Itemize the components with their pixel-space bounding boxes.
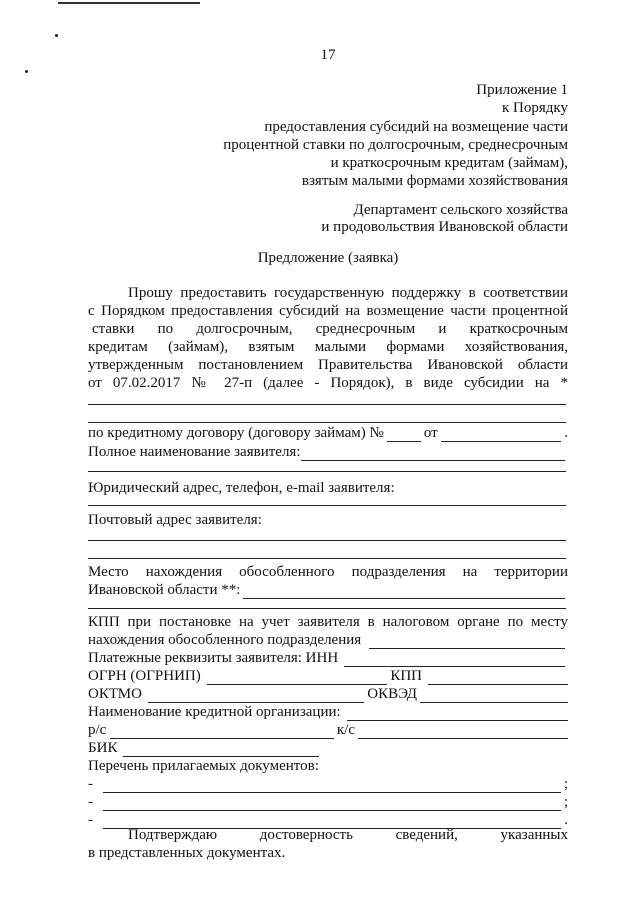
postal-address-label: Почтовый адрес заявителя: xyxy=(88,512,262,528)
legal-address-label: Юридический адрес, телефон, e-mail заявителя: xyxy=(88,480,395,496)
location-field-continued[interactable] xyxy=(88,608,566,609)
paragraph-line: Прошу предоставить государственную поддержку в соответствии xyxy=(128,285,568,301)
loan-number-field[interactable] xyxy=(387,427,421,442)
location-field[interactable] xyxy=(243,584,565,599)
kpp-unit-row xyxy=(88,631,568,649)
doc-item xyxy=(88,793,568,811)
kpp-unit-field[interactable] xyxy=(369,634,565,649)
ogrn-field[interactable] xyxy=(207,670,388,685)
header-line: предоставления субсидий на возмещение части xyxy=(264,119,568,135)
period: . xyxy=(564,425,568,441)
paragraph-line: утвержденным постановлением Правительства Ивановской области xyxy=(88,357,568,373)
ks-field[interactable] xyxy=(358,724,568,739)
location-label-2: Ивановской области **: xyxy=(88,582,241,598)
loan-agreement-row xyxy=(88,424,568,442)
header-line: процентной ставки по долгосрочным, среднесрочным xyxy=(223,137,568,153)
okved-label: ОКВЭД xyxy=(367,686,417,702)
docs-label: Перечень прилагаемых документов: xyxy=(88,758,319,774)
header-line: взятым малыми формами хозяйствования xyxy=(301,173,568,189)
subsidy-purpose-field[interactable] xyxy=(88,422,566,423)
paragraph-line: ставки по долгосрочным, среднесрочным и краткосрочным xyxy=(92,321,568,337)
addressee-line: Департамент сельского хозяйства xyxy=(353,202,568,218)
dash: - xyxy=(88,776,93,792)
scan-artifact-dot xyxy=(55,34,58,37)
oktmo-okved-row xyxy=(88,685,568,703)
okved-field[interactable] xyxy=(420,688,568,703)
doc-field[interactable] xyxy=(103,796,561,811)
bank-field[interactable] xyxy=(347,706,568,721)
rs-label: р/с xyxy=(88,722,107,738)
full-name-field-continued[interactable] xyxy=(88,471,566,472)
full-name-label: Полное наименование заявителя: xyxy=(88,444,301,460)
header-line: к Порядку xyxy=(502,100,568,116)
semicolon: ; xyxy=(563,776,568,792)
document-title: Предложение (заявка) xyxy=(257,250,399,266)
oktmo-field[interactable] xyxy=(148,688,364,703)
kpp-unit-label: КПП при постановке на учет заявителя в налоговом органе по месту xyxy=(88,614,568,630)
semicolon: ; xyxy=(563,794,568,810)
loan-agreement-label: по кредитному договору (договору займам) № xyxy=(88,425,384,441)
paragraph-line: с Порядком предоставления субсидий на возмещение части процентной xyxy=(88,303,568,319)
kpp-label: КПП xyxy=(390,668,422,684)
rs-field[interactable] xyxy=(110,724,334,739)
inn-label: Платежные реквизиты заявителя: ИНН xyxy=(88,650,339,666)
ogrn-kpp-row xyxy=(88,667,568,685)
paragraph-line: кредитам (займам), взятым малыми формами хозяйствования, xyxy=(88,339,568,355)
doc-field[interactable] xyxy=(103,778,561,793)
full-name-row xyxy=(88,443,568,461)
subsidy-purpose-field[interactable] xyxy=(88,404,566,405)
doc-item xyxy=(88,775,568,793)
bik-field[interactable] xyxy=(123,742,319,757)
oktmo-label: ОКТМО xyxy=(88,686,142,702)
loan-date-field[interactable] xyxy=(441,427,562,442)
kpp-field[interactable] xyxy=(428,670,568,685)
inn-field[interactable] xyxy=(344,652,565,667)
dash: - xyxy=(88,812,93,828)
inn-row xyxy=(88,649,568,667)
loan-date-label: от xyxy=(423,425,438,441)
kpp-unit-label-2: нахождения обособленного подразделения xyxy=(88,632,362,648)
paragraph-line: от 07.02.2017 № 27-п (далее - Порядок), в виде субсидии на * xyxy=(88,375,568,391)
legal-address-field[interactable] xyxy=(88,505,566,506)
accounts-row xyxy=(88,721,568,739)
page-number: 17 xyxy=(320,47,336,63)
confirm-line: в представленных документах. xyxy=(88,845,286,861)
postal-address-field[interactable] xyxy=(88,558,566,559)
header-line: Приложение 1 xyxy=(476,82,568,98)
header-line: и краткосрочным кредитам (займам), xyxy=(330,155,568,171)
addressee-line: и продовольствия Ивановской области xyxy=(321,219,568,235)
location-row xyxy=(88,581,568,599)
scan-artifact-line xyxy=(58,2,200,4)
postal-address-field[interactable] xyxy=(88,540,566,541)
ks-label: к/с xyxy=(336,722,355,738)
period: . xyxy=(564,812,568,828)
confirm-line: Подтверждаю достоверность сведений, указанных xyxy=(128,827,568,843)
bank-label: Наименование кредитной организации: xyxy=(88,704,341,720)
bik-label: БИК xyxy=(88,740,118,756)
scan-artifact-dot xyxy=(25,70,28,73)
location-label: Место нахождения обособленного подразделения на территории xyxy=(88,564,568,580)
bik-row xyxy=(88,739,568,757)
dash: - xyxy=(88,794,93,810)
full-name-field[interactable] xyxy=(301,446,566,461)
bank-row xyxy=(88,703,568,721)
ogrn-label: ОГРН (ОГРНИП) xyxy=(88,668,201,684)
